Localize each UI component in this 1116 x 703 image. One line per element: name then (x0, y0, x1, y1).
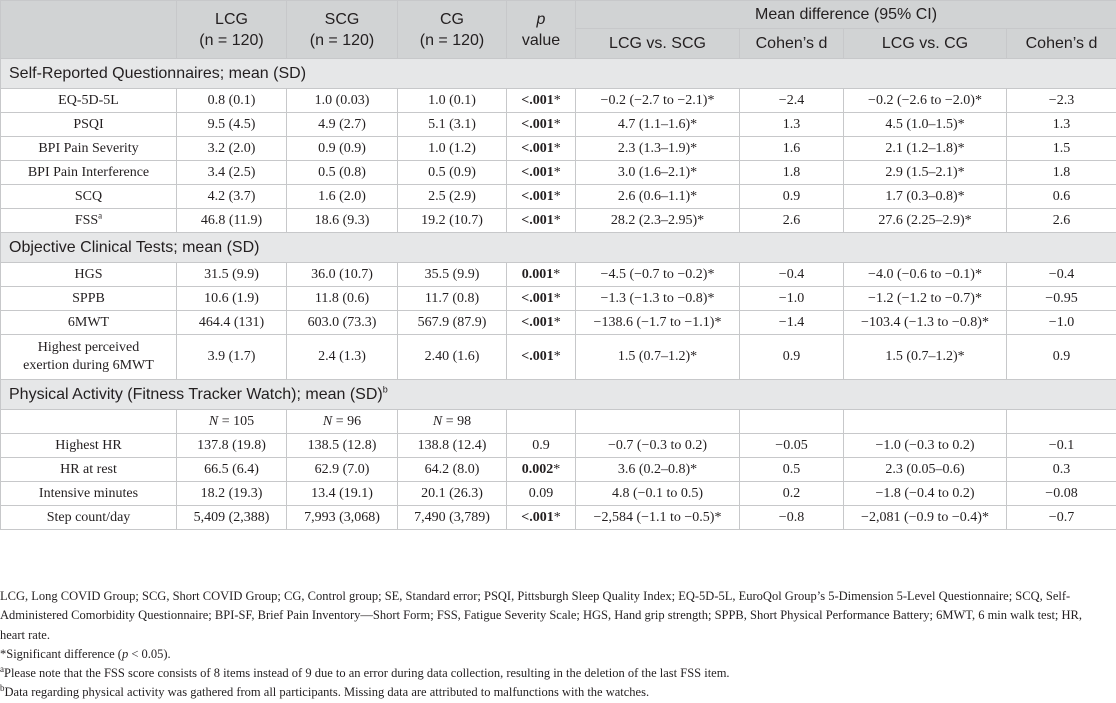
row-label (1, 161, 177, 185)
cg-value: 35.5 (9.9) (398, 263, 507, 287)
cg-value: 11.7 (0.8) (398, 287, 507, 311)
table-footnotes (0, 587, 1110, 703)
row-label-text: FSS (75, 213, 98, 228)
diff-lcg-vs-cg: 2.9 (1.5–2.1)* (844, 161, 1007, 185)
cohens-d-lcg-vs-scg: −1.0 (740, 287, 844, 311)
p-value-bold: <.001 (521, 117, 553, 132)
p-value-bold: <.001 (521, 349, 553, 364)
row-label (1, 287, 177, 311)
section-title-sup: b (383, 384, 388, 394)
cohens-d-lcg-vs-cg: 0.6 (1007, 185, 1116, 209)
diff-lcg-vs-cg: 1.7 (0.3–0.8)* (844, 185, 1007, 209)
sample-size-cg (398, 410, 507, 434)
sample-size-row (1, 410, 1116, 434)
header-lcg-n: (n = 120) (199, 32, 263, 49)
empty-cell (507, 410, 576, 434)
cohens-d-lcg-vs-scg: 0.9 (740, 185, 844, 209)
p-value-bold: <.001 (521, 189, 553, 204)
row-label (1, 137, 177, 161)
cohens-d-lcg-vs-scg: 2.6 (740, 209, 844, 233)
footnote-b-text: Data regarding physical activity was gathered from all participants. Missing data are attributed to malfunctions with the watches. (5, 685, 650, 699)
p-value-bold: 0.002 (522, 462, 554, 477)
lcg-value: 3.2 (2.0) (177, 137, 287, 161)
cohens-d-lcg-vs-scg: −0.8 (740, 506, 844, 530)
lcg-value: 3.4 (2.5) (177, 161, 287, 185)
row-label (1, 185, 177, 209)
header-cohens-d-1: Cohen’s d (740, 29, 844, 59)
p-value-bold: <.001 (521, 93, 553, 108)
lcg-value: 3.9 (1.7) (177, 335, 287, 380)
p-value: <.001* (507, 161, 576, 185)
diff-lcg-vs-cg: 1.5 (0.7–1.2)* (844, 335, 1007, 380)
cohens-d-lcg-vs-cg: −2.3 (1007, 89, 1116, 113)
empty-cell (740, 410, 844, 434)
table-body (1, 59, 1116, 530)
lcg-value: 66.5 (6.4) (177, 458, 287, 482)
sample-size-value: = 96 (336, 414, 361, 429)
section-header-row (1, 380, 1116, 410)
scg-value: 1.0 (0.03) (287, 89, 398, 113)
cohens-d-lcg-vs-scg: 0.9 (740, 335, 844, 380)
row-label-text: HGS (74, 267, 102, 282)
diff-lcg-vs-scg: −138.6 (−1.7 to −1.1)* (576, 311, 740, 335)
cg-value: 567.9 (87.9) (398, 311, 507, 335)
sample-size-lcg (177, 410, 287, 434)
header-p-italic: p (537, 11, 546, 28)
diff-lcg-vs-cg: −1.0 (−0.3 to 0.2) (844, 434, 1007, 458)
row-label (1, 458, 177, 482)
table-row (1, 137, 1116, 161)
p-value: 0.002* (507, 458, 576, 482)
section-header-row (1, 59, 1116, 89)
header-p-value (507, 1, 576, 59)
p-value: <.001* (507, 335, 576, 380)
cg-value: 2.5 (2.9) (398, 185, 507, 209)
header-cg-code: CG (440, 11, 464, 28)
cg-value: 1.0 (1.2) (398, 137, 507, 161)
row-label-text: HR at rest (60, 462, 117, 477)
header-cg (398, 1, 507, 59)
p-value: 0.001* (507, 263, 576, 287)
diff-lcg-vs-cg: −1.2 (−1.2 to −0.7)* (844, 287, 1007, 311)
footnote-b (0, 683, 1110, 702)
cohens-d-lcg-vs-cg: 2.6 (1007, 209, 1116, 233)
section-title (1, 233, 1116, 263)
sample-size-value: = 98 (446, 414, 471, 429)
p-value: 0.9 (507, 434, 576, 458)
scg-value: 2.4 (1.3) (287, 335, 398, 380)
diff-lcg-vs-scg: 28.2 (2.3–2.95)* (576, 209, 740, 233)
row-label (1, 335, 177, 380)
header-lcg-code: LCG (215, 11, 248, 28)
p-value: <.001* (507, 137, 576, 161)
row-label-text: SCQ (75, 189, 102, 204)
scg-value: 7,993 (3,068) (287, 506, 398, 530)
cg-value: 20.1 (26.3) (398, 482, 507, 506)
header-scg (287, 1, 398, 59)
p-value-bold: <.001 (521, 141, 553, 156)
p-value-bold: <.001 (521, 315, 553, 330)
cg-value: 1.0 (0.1) (398, 89, 507, 113)
lcg-value: 464.4 (131) (177, 311, 287, 335)
header-scg-n: (n = 120) (310, 32, 374, 49)
row-label-text: EQ-5D-5L (58, 93, 119, 108)
lcg-value: 9.5 (4.5) (177, 113, 287, 137)
row-label-text: BPI Pain Interference (28, 165, 149, 180)
row-label-text: Highest HR (55, 438, 122, 453)
cg-value: 5.1 (3.1) (398, 113, 507, 137)
row-label (1, 434, 177, 458)
p-value: <.001* (507, 287, 576, 311)
footnote-b-mark: b (0, 683, 5, 693)
table-row (1, 209, 1116, 233)
scg-value: 603.0 (73.3) (287, 311, 398, 335)
row-label-text: Intensive minutes (39, 486, 138, 501)
table-row (1, 335, 1116, 380)
sample-size-label (1, 410, 177, 434)
diff-lcg-vs-scg: 3.0 (1.6–2.1)* (576, 161, 740, 185)
table-row (1, 287, 1116, 311)
section-title-text: Physical Activity (Fitness Tracker Watch); mean (SD) (9, 386, 383, 403)
cg-value: 64.2 (8.0) (398, 458, 507, 482)
lcg-value: 18.2 (19.3) (177, 482, 287, 506)
lcg-value: 10.6 (1.9) (177, 287, 287, 311)
row-label (1, 263, 177, 287)
cohens-d-lcg-vs-scg: 0.5 (740, 458, 844, 482)
diff-lcg-vs-scg: −0.2 (−2.7 to −2.1)* (576, 89, 740, 113)
p-value: <.001* (507, 185, 576, 209)
cohens-d-lcg-vs-scg: 1.6 (740, 137, 844, 161)
p-value-bold: <.001 (521, 510, 553, 525)
cohens-d-lcg-vs-scg: −2.4 (740, 89, 844, 113)
footnote-significance-end: < 0.05). (128, 647, 170, 661)
cohens-d-lcg-vs-cg: −0.7 (1007, 506, 1116, 530)
diff-lcg-vs-scg: −0.7 (−0.3 to 0.2) (576, 434, 740, 458)
cohens-d-lcg-vs-cg: −0.1 (1007, 434, 1116, 458)
cohens-d-lcg-vs-scg: −1.4 (740, 311, 844, 335)
section-title-text: Objective Clinical Tests; mean (SD) (9, 239, 259, 256)
row-label (1, 89, 177, 113)
header-lcg-vs-cg: LCG vs. CG (844, 29, 1007, 59)
sample-size-symbol: N (209, 414, 218, 429)
diff-lcg-vs-scg: 2.6 (0.6–1.1)* (576, 185, 740, 209)
scg-value: 62.9 (7.0) (287, 458, 398, 482)
footnote-a-mark: a (0, 664, 4, 674)
p-value: <.001* (507, 113, 576, 137)
lcg-value: 46.8 (11.9) (177, 209, 287, 233)
header-mean-difference: Mean difference (95% CI) (576, 1, 1116, 29)
cohens-d-lcg-vs-cg: 0.3 (1007, 458, 1116, 482)
row-label-text: BPI Pain Severity (38, 141, 138, 156)
header-cohens-d-2: Cohen’s d (1007, 29, 1116, 59)
cg-value: 138.8 (12.4) (398, 434, 507, 458)
table-row (1, 263, 1116, 287)
lcg-value: 4.2 (3.7) (177, 185, 287, 209)
p-value-bold: <.001 (521, 213, 553, 228)
diff-lcg-vs-scg: 1.5 (0.7–1.2)* (576, 335, 740, 380)
scg-value: 36.0 (10.7) (287, 263, 398, 287)
p-value: <.001* (507, 209, 576, 233)
cohens-d-lcg-vs-cg: 1.8 (1007, 161, 1116, 185)
row-label (1, 113, 177, 137)
scg-value: 1.6 (2.0) (287, 185, 398, 209)
table-row (1, 482, 1116, 506)
footnote-significance-text: *Significant difference ( (0, 647, 122, 661)
table-row (1, 506, 1116, 530)
table-row (1, 434, 1116, 458)
cohens-d-lcg-vs-cg: 1.3 (1007, 113, 1116, 137)
footnote-a (0, 664, 1110, 683)
row-label-text: Highest perceived (38, 340, 139, 355)
lcg-value: 137.8 (19.8) (177, 434, 287, 458)
diff-lcg-vs-cg: −1.8 (−0.4 to 0.2) (844, 482, 1007, 506)
cohens-d-lcg-vs-cg: −0.4 (1007, 263, 1116, 287)
table-row (1, 113, 1116, 137)
diff-lcg-vs-scg: −4.5 (−0.7 to −0.2)* (576, 263, 740, 287)
cohens-d-lcg-vs-scg: −0.05 (740, 434, 844, 458)
cohens-d-lcg-vs-cg: −0.08 (1007, 482, 1116, 506)
p-value-bold: <.001 (521, 291, 553, 306)
footnote-significance-p: p (122, 647, 128, 661)
diff-lcg-vs-cg: 4.5 (1.0–1.5)* (844, 113, 1007, 137)
empty-cell (844, 410, 1007, 434)
row-label (1, 311, 177, 335)
header-p-value-word: value (522, 32, 560, 49)
cg-value: 19.2 (10.7) (398, 209, 507, 233)
empty-cell (576, 410, 740, 434)
section-title (1, 380, 1116, 410)
sample-size-symbol: N (323, 414, 332, 429)
row-label (1, 506, 177, 530)
diff-lcg-vs-cg: −0.2 (−2.6 to −2.0)* (844, 89, 1007, 113)
sample-size-symbol: N (433, 414, 442, 429)
row-label-text: 6MWT (68, 315, 109, 330)
sample-size-scg (287, 410, 398, 434)
diff-lcg-vs-cg: −103.4 (−1.3 to −0.8)* (844, 311, 1007, 335)
p-value: <.001* (507, 311, 576, 335)
row-label (1, 209, 177, 233)
cohens-d-lcg-vs-cg: −0.95 (1007, 287, 1116, 311)
table-row (1, 458, 1116, 482)
cohens-d-lcg-vs-scg: 1.8 (740, 161, 844, 185)
p-value-bold: <.001 (521, 165, 553, 180)
table-row (1, 89, 1116, 113)
diff-lcg-vs-scg: −2,584 (−1.1 to −0.5)* (576, 506, 740, 530)
diff-lcg-vs-cg: 27.6 (2.25–2.9)* (844, 209, 1007, 233)
lcg-value: 31.5 (9.9) (177, 263, 287, 287)
header-lcg (177, 1, 287, 59)
cohens-d-lcg-vs-cg: −1.0 (1007, 311, 1116, 335)
section-header-row (1, 233, 1116, 263)
diff-lcg-vs-scg: 4.8 (−0.1 to 0.5) (576, 482, 740, 506)
table-row (1, 311, 1116, 335)
table-row (1, 161, 1116, 185)
diff-lcg-vs-cg: 2.3 (0.05–0.6) (844, 458, 1007, 482)
empty-cell (1007, 410, 1116, 434)
row-label (1, 482, 177, 506)
p-value: <.001* (507, 506, 576, 530)
footnote-abbreviations: LCG, Long COVID Group; SCG, Short COVID Group; CG, Control group; SE, Standard error; PSQI, Pittsburgh Sleep Quality Index; EQ-5D-5L, EuroQol Group’s 5-Dimension 5-Level Questionnaire; SCQ, Self-Administered Comorbidity Questionnaire; BPI-SF, Brief Pain Inventory—Short Form; FSS, Fatigue Severity Scale; HGS, Hand grip strength; SPPB, Short Physical Performance Battery; 6MWT, 6 min walk test; HR, heart rate. (0, 587, 1110, 645)
cg-value: 0.5 (0.9) (398, 161, 507, 185)
cg-value: 7,490 (3,789) (398, 506, 507, 530)
cohens-d-lcg-vs-cg: 0.9 (1007, 335, 1116, 380)
diff-lcg-vs-scg: 3.6 (0.2–0.8)* (576, 458, 740, 482)
corner-header-cell (1, 1, 177, 59)
scg-value: 0.5 (0.8) (287, 161, 398, 185)
scg-value: 0.9 (0.9) (287, 137, 398, 161)
header-lcg-vs-scg: LCG vs. SCG (576, 29, 740, 59)
row-label-text: SPPB (72, 291, 105, 306)
header-cg-n: (n = 120) (420, 32, 484, 49)
footnote-significance (0, 645, 1110, 664)
cohens-d-lcg-vs-scg: 0.2 (740, 482, 844, 506)
lcg-value: 0.8 (0.1) (177, 89, 287, 113)
scg-value: 138.5 (12.8) (287, 434, 398, 458)
diff-lcg-vs-cg: −4.0 (−0.6 to −0.1)* (844, 263, 1007, 287)
header-scg-code: SCG (325, 11, 360, 28)
diff-lcg-vs-scg: −1.3 (−1.3 to −0.8)* (576, 287, 740, 311)
section-title-text: Self-Reported Questionnaires; mean (SD) (9, 65, 306, 82)
diff-lcg-vs-cg: −2,081 (−0.9 to −0.4)* (844, 506, 1007, 530)
cohens-d-lcg-vs-scg: 1.3 (740, 113, 844, 137)
scg-value: 4.9 (2.7) (287, 113, 398, 137)
scg-value: 11.8 (0.6) (287, 287, 398, 311)
p-value: <.001* (507, 89, 576, 113)
diff-lcg-vs-scg: 2.3 (1.3–1.9)* (576, 137, 740, 161)
sample-size-value: = 105 (222, 414, 254, 429)
diff-lcg-vs-cg: 2.1 (1.2–1.8)* (844, 137, 1007, 161)
row-label-text: PSQI (73, 117, 103, 132)
cohens-d-lcg-vs-cg: 1.5 (1007, 137, 1116, 161)
lcg-value: 5,409 (2,388) (177, 506, 287, 530)
cg-value: 2.40 (1.6) (398, 335, 507, 380)
row-label-text-line2: exertion during 6MWT (23, 358, 154, 373)
scg-value: 18.6 (9.3) (287, 209, 398, 233)
row-label-text: Step count/day (47, 510, 131, 525)
p-value: 0.09 (507, 482, 576, 506)
table-row (1, 185, 1116, 209)
scg-value: 13.4 (19.1) (287, 482, 398, 506)
section-title (1, 59, 1116, 89)
p-value-bold: 0.001 (522, 267, 554, 282)
diff-lcg-vs-scg: 4.7 (1.1–1.6)* (576, 113, 740, 137)
row-label-sup: a (98, 210, 102, 220)
footnote-a-text: Please note that the FSS score consists of 8 items instead of 9 due to an error during data collection, resulting in the deletion of the last FSS item. (4, 666, 730, 680)
cohens-d-lcg-vs-scg: −0.4 (740, 263, 844, 287)
